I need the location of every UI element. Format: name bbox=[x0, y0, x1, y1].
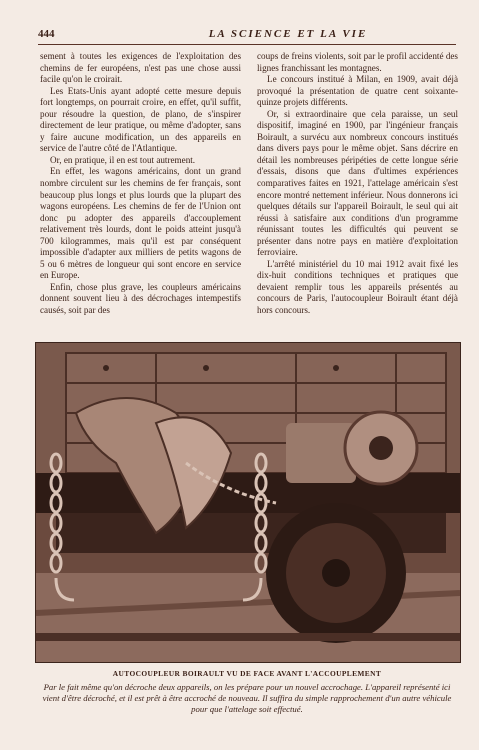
running-title: LA SCIENCE ET LA VIE bbox=[208, 28, 368, 40]
figure-caption-title: AUTOCOUPLEUR BOIRAULT VU DE FACE AVANT L'ACCOUPLEMENT bbox=[112, 669, 382, 678]
right-column bbox=[257, 51, 458, 336]
paragraph: Or, si extraordinaire que cela paraisse, un seul dispositif, imaginé en 1900, par l'ingénieur français Boirault, a survécu aux nombreux concours institués dans divers pays pour le même objet. Sans décrire en détail les nombreuses péripéties de cette longue série d'essais, disons que dans d'ultimes expériences comparatives faites en 1921, l'attelage américain s'est encore montré nettement inférieur. Nous donnerons ici quelques détails sur l'appareil Boirault, le seul qui ait réussi à satisfaire aux conditions d'un programme réunissant toutes les difficultés qui peuvent se présenter dans notre pays en matière d'exploitation ferroviaire. bbox=[257, 108, 458, 258]
paragraph: Enfin, chose plus grave, les coupleurs américains donnent souvent lieu à des décrochages intempestifs causés, soit par des bbox=[40, 281, 241, 316]
coupler-photograph bbox=[35, 342, 461, 663]
page-header bbox=[38, 28, 456, 45]
page-number: 444 bbox=[38, 28, 55, 40]
left-column bbox=[40, 51, 241, 336]
body-columns bbox=[40, 51, 458, 336]
paragraph: En effet, les wagons américains, dont un grand nombre circulent sur les chemins de fer français, sont beaucoup plus longs et plus lourds que la plupart des wagons européens. Les chemins de fer de l'Union ont donc pu adopter des appareils d'accouplement relativement très lourds, dont le poids atteint jusqu'à 700 kilogrammes, mais qu'il est par conséquent impossible d'adapter aux milliers de petits wagons de 5 ou 6 mètres de longueur qui sont encore en service en Europe. bbox=[40, 166, 241, 281]
paragraph: sement à toutes les exigences de l'exploitation des chemins de fer européens, n'est pas une chose aussi facile qu'on le croirait. bbox=[40, 51, 241, 85]
figure-caption-text: Par le fait même qu'on décroche deux appareils, on les prépare pour un nouvel accrochage. L'appareil représenté ici vient d'être décroché, et il est prêt à être accroché de nouveau. Il suffira du simple rapprochement d'un autre véhicule pour que l'attelage soit effectué. bbox=[42, 682, 452, 714]
paragraph: Les Etats-Unis ayant adopté cette mesure depuis fort longtemps, on pourrait croire, en effet, qu'il suffit, pour résoudre la question, de plano, de s'inspirer directement de leur pratique, ou même d'adopter, sans y faire aucune modification, un des appareils en service de l'autre côté de l'Atlantique. bbox=[40, 85, 241, 154]
paragraph: Le concours institué à Milan, en 1909, avait déjà provoqué la présentation de quatre cent soixante-quinze projets différents. bbox=[257, 74, 458, 108]
paragraph: Or, en pratique, il en est tout autrement. bbox=[50, 154, 196, 165]
paragraph: coups de freins violents, soit par le profil accidenté des lignes franchissant les montagnes. bbox=[257, 51, 458, 73]
coupler-photo-illustration bbox=[36, 343, 460, 662]
paragraph: L'arrêté ministériel du 10 mai 1912 avait fixé les dix-huit conditions techniques et pratiques que devaient remplir tous les appareils présentés au concours de Paris, l'autocoupleur Boirault étant déjà hors concours. bbox=[257, 258, 458, 316]
